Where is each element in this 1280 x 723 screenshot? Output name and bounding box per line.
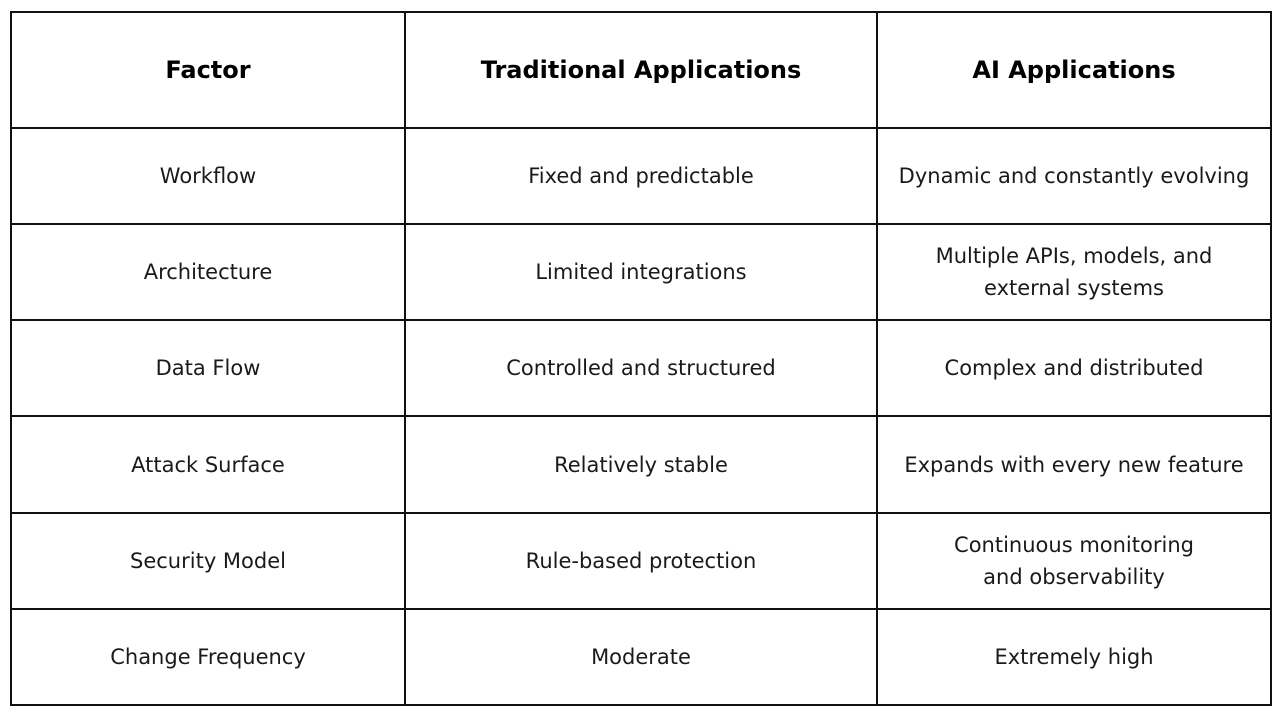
factor-cell: Workflow xyxy=(11,128,405,224)
comparison-table xyxy=(10,11,1272,706)
ai-cell xyxy=(877,513,1271,609)
ai-cell-line: Dynamic and constantly evolving xyxy=(898,164,1250,189)
ai-cell xyxy=(877,128,1271,224)
table-row-attack-surface xyxy=(11,416,1271,512)
ai-cell-line: Continuous monitoring xyxy=(954,532,1194,557)
table-body xyxy=(11,128,1271,705)
ai-cell-line: Multiple APIs, models, and xyxy=(935,244,1213,269)
ai-cell xyxy=(877,609,1271,705)
ai-cell xyxy=(877,320,1271,416)
ai-cell-line: Extremely high xyxy=(994,644,1154,669)
table-header xyxy=(11,12,1271,128)
ai-cell xyxy=(877,224,1271,320)
ai-cell-line: Complex and distributed xyxy=(944,356,1204,381)
traditional-cell: Relatively stable xyxy=(405,416,877,512)
factor-cell: Attack Surface xyxy=(11,416,405,512)
header-traditional-applications: Traditional Applications xyxy=(405,12,877,128)
table-row-architecture xyxy=(11,224,1271,320)
header-ai-applications: AI Applications xyxy=(877,12,1271,128)
traditional-cell: Fixed and predictable xyxy=(405,128,877,224)
traditional-cell: Rule-based protection xyxy=(405,513,877,609)
ai-cell-line: Expands with every new feature xyxy=(904,452,1244,477)
ai-cell-line: and observability xyxy=(983,564,1165,589)
factor-cell: Change Frequency xyxy=(11,609,405,705)
traditional-cell: Limited integrations xyxy=(405,224,877,320)
factor-cell: Security Model xyxy=(11,513,405,609)
ai-cell-line: external systems xyxy=(984,276,1164,301)
traditional-cell: Controlled and structured xyxy=(405,320,877,416)
factor-cell: Architecture xyxy=(11,224,405,320)
header-row xyxy=(11,12,1271,128)
factor-cell: Data Flow xyxy=(11,320,405,416)
header-factor: Factor xyxy=(11,12,405,128)
traditional-cell: Moderate xyxy=(405,609,877,705)
table-row-workflow xyxy=(11,128,1271,224)
table-row-data-flow xyxy=(11,320,1271,416)
ai-cell xyxy=(877,416,1271,512)
table-row-change-frequency xyxy=(11,609,1271,705)
table-row-security-model xyxy=(11,513,1271,609)
